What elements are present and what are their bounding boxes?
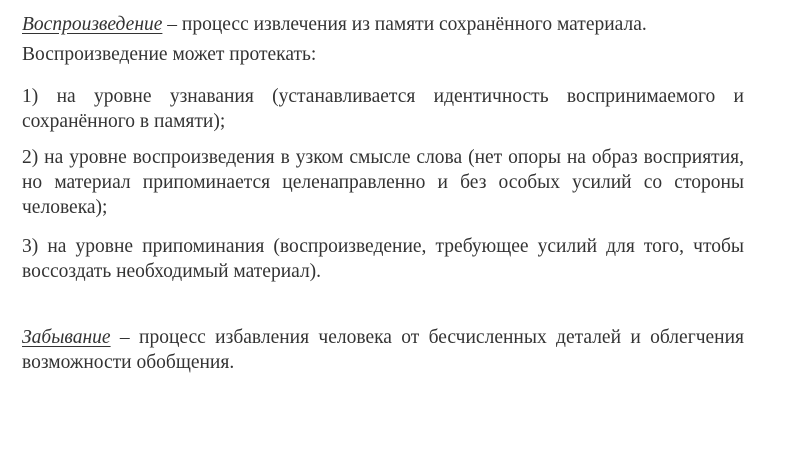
reproduction-definition-text: – процесс извлечения из памяти сохранённого материала. — [162, 14, 647, 35]
reproduction-term: Воспроизведение — [22, 14, 163, 35]
forgetting-term: Забывание — [22, 327, 111, 348]
level-item-recognition: 1) на уровне узнавания (устанавливается идентичность воспринимаемого и сохранённого в памяти); — [22, 86, 744, 132]
reproduction-definition — [22, 12, 744, 37]
forgetting-definition — [22, 325, 744, 375]
reproduction-can-occur: Воспроизведение может протекать: — [22, 44, 317, 65]
level-item-recollection: 3) на уровне припоминания (воспроизведение, требующее усилий для того, чтобы воссоздать необходимый материал). — [22, 236, 744, 282]
level-item-reproduction: 2) на уровне воспроизведения в узком смысле слова (нет опоры на образ восприятия, но материал припоминается целенаправленно и без особых усилий со стороны человека); — [22, 147, 744, 218]
forgetting-definition-text: – процесс избавления человека от бесчисленных деталей и облегчения возможности обобщения. — [22, 327, 744, 373]
